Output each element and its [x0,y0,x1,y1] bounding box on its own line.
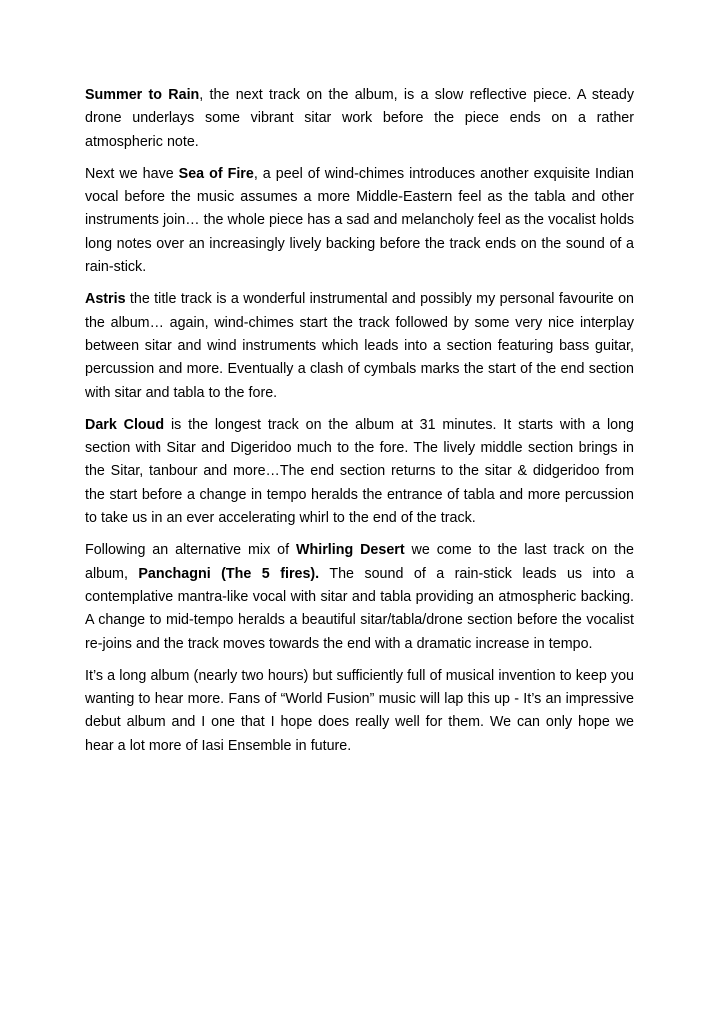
text-run-whirling-desert-panchagni-3: Panchagni (The 5 fires). [138,565,320,582]
document-body [85,84,634,758]
paragraph-sea-of-fire [85,163,634,279]
text-run-summer-to-rain-0: Summer to Rain [85,87,200,103]
paragraph-whirling-desert-panchagni [85,539,634,655]
text-run-sea-of-fire-1: Sea of Fire [178,165,254,182]
text-run-sea-of-fire-0: Next we have [85,165,179,182]
text-run-whirling-desert-panchagni-1: Whirling Desert [296,542,405,559]
text-run-whirling-desert-panchagni-0: Following an alternative mix of [85,542,297,559]
paragraph-astris [85,288,634,404]
text-run-dark-cloud-1: is the longest track on the album at 31 minutes. It starts with a long section with Sitar and Digeridoo much to the fore. The lively middle section brings in the Sitar, tanbour and more…The end section returns to the sitar & didgeridoo from the start before a change in tempo heralds the entrance of tabla and more percussion to take us in an ever accelerating whirl to the end of the track. [85,416,634,527]
paragraph-dark-cloud [85,414,634,530]
paragraph-conclusion [85,665,634,758]
text-run-dark-cloud-0: Dark Cloud [85,416,165,433]
text-run-summer-to-rain-1: , the next track on the album, is a slow reflective piece. A steady drone underlays some vibrant sitar work before the piece ends on a rather atmospheric note. [85,87,635,150]
text-run-astris-1: the title track is a wonderful instrumental and possibly my personal favourite on the album… again, wind-chimes start the track followed by some very nice interplay between sitar and wind instruments which leads into a section featuring bass guitar, percussion and more. Eventually a clash of cymbals marks the start of the end section with sitar and tabla to the fore. [85,291,634,401]
text-run-sea-of-fire-2: , a peel of wind-chimes introduces another exquisite Indian vocal before the music assumes a more Middle-Eastern feel as the tabla and other instruments join… the whole piece has a sad and melancholy feel as the vocalist holds long notes over an increasingly lively backing before the track ends on the sound of a rain-stick. [85,165,634,276]
text-run-whirling-desert-panchagni-2: we come to the last track on the album, [85,542,635,582]
text-run-conclusion-0: It’s a long album (nearly two hours) but sufficiently full of musical invention to keep you wanting to hear more. Fans of “World Fusion” music will lap this up - It’s an impressive debut album and I one that I hope does really well for them. We can only hope we hear a lot more of Iasi Ensemble in future. [85,667,634,754]
text-run-whirling-desert-panchagni-4: The sound of a rain-stick leads us into a contemplative mantra-like vocal with sitar and tabla providing an atmospheric backing. A change to mid-tempo heralds a beautiful sitar/tabla/drone section before the vocalist re-joins and the track moves towards the end with a dramatic increase in tempo. [85,565,634,652]
text-run-astris-0: Astris [85,291,126,308]
paragraph-summer-to-rain [85,84,634,154]
